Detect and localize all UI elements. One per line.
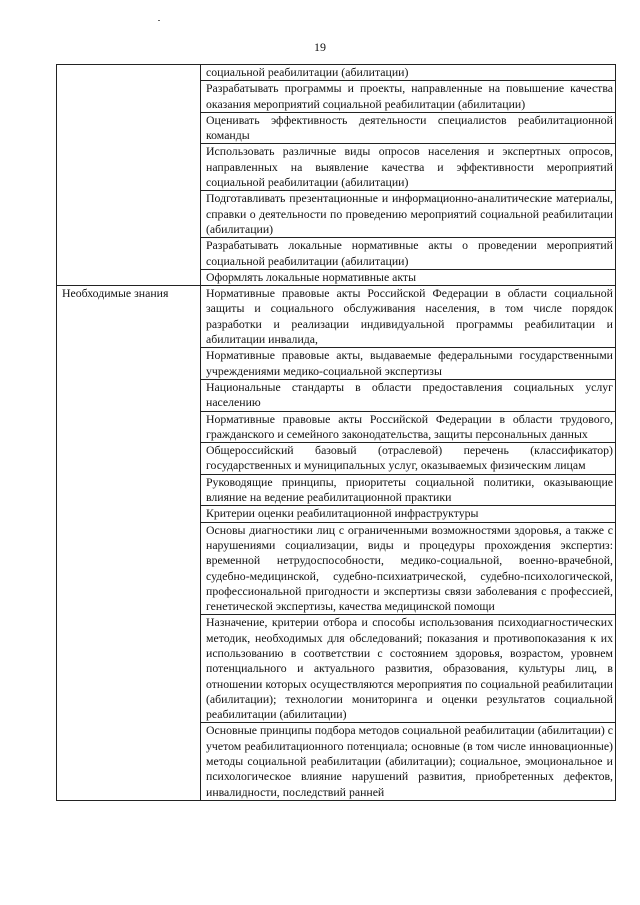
knowledge-cell: Нормативные правовые акты Российской Федерации в области социальной защиты и социального обслуживания населения, в том числе порядок разработки и реализации индивидуальной программы реабилитации и абилитации инвалида, <box>201 286 616 348</box>
table-row <box>57 286 616 348</box>
knowledge-cell: Национальные стандарты в области предоставления социальных услуг населению <box>201 379 616 411</box>
page-number: 19 <box>314 40 326 54</box>
skill-cell: Подготавливать презентационные и информационно-аналитические материалы, справки о деятельности по проведению мероприятий социальной реабилитации (абилитации) <box>201 191 616 238</box>
knowledge-cell: Назначение, критерии отбора и способы использования психодиагностических методик, необходимых для обследований; показания и противопоказания к их использованию в соответствии с состоянием здоровья, возрастом, уровнем потенциального и актуального развития, образования, культуры лиц, в отношении которых осуществляются мероприятия по социальной реабилитации (абилитации); технологии мониторинга и оценки результатов социальной реабилитации (абилитации) <box>201 615 616 723</box>
skill-cell: Разрабатывать программы и проекты, направленные на повышение качества оказания мероприятий социальной реабилитации (абилитации) <box>201 81 616 113</box>
knowledge-cell: Общероссийский базовый (отраслевой) перечень (классификатор) государственных и муниципальных услуг, оказываемых физическим лицам <box>201 443 616 475</box>
table-row <box>57 65 616 81</box>
competency-table <box>56 64 616 801</box>
knowledge-cell: Нормативные правовые акты, выдаваемые федеральными государственными учреждениями медико-социальной экспертизы <box>201 348 616 380</box>
knowledge-cell: Основы диагностики лиц с ограниченными возможностями здоровья, а также с нарушениями социализации, виды и процедуры прохождения экспертиз: временной нетрудоспособности, медико-социальной, военно-врачебной, судебно-медицинской, судебно-психиатрической, судебно-психологической, профессиональной пригодности и экспертизы связи заболевания с профессией, генетической экспертизы, качества медицинской помощи <box>201 522 616 615</box>
knowledge-cell: Критерии оценки реабилитационной инфраструктуры <box>201 506 616 522</box>
skill-cell: Оценивать эффективность деятельности специалистов реабилитационной команды <box>201 112 616 144</box>
knowledge-cell: Основные принципы подбора методов социальной реабилитации (абилитации) с учетом реабилитационного потенциала; основные (в том числе инновационные) методы социальной реабилитации (абилитации); социальное, эмоциональное и психологическое влияние нарушений развития, приобретенных дефектов, инвалидности, последствий ранней <box>201 723 616 800</box>
scan-speck <box>158 20 160 21</box>
skill-cell: Использовать различные виды опросов населения и экспертных опросов, направленных на выявление качества и эффективности мероприятий социальной реабилитации (абилитации) <box>201 144 616 191</box>
knowledge-cell: Нормативные правовые акты Российской Федерации в области трудового, гражданского и семейного законодательства, защиты персональных данных <box>201 411 616 443</box>
section-label: Необходимые знания <box>57 286 201 801</box>
knowledge-cell: Руководящие принципы, приоритеты социальной политики, оказывающие влияние на ведение реабилитационной практики <box>201 474 616 506</box>
empty-label-cell <box>57 65 201 286</box>
skill-cell: Разрабатывать локальные нормативные акты о проведении мероприятий социальной реабилитации (абилитации) <box>201 238 616 270</box>
skill-cell: социальной реабилитации (абилитации) <box>201 65 616 81</box>
skill-cell: Оформлять локальные нормативные акты <box>201 269 616 285</box>
